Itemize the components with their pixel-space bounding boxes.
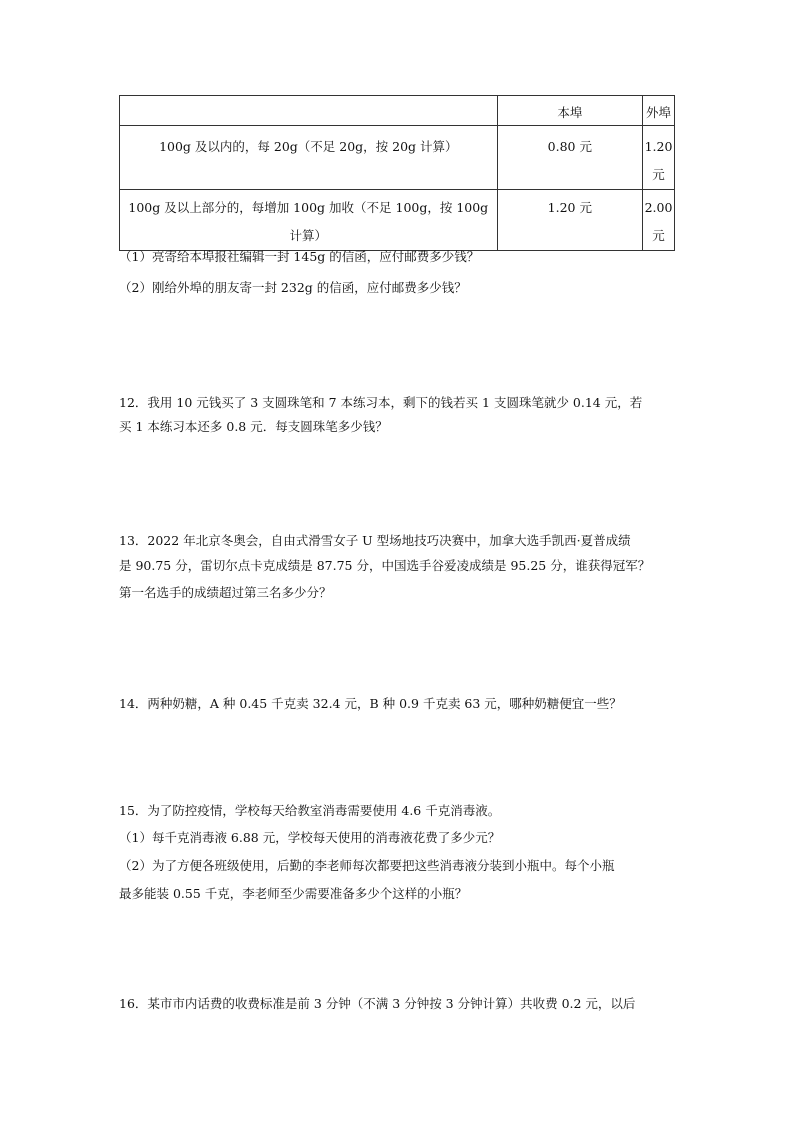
table-header-row <box>120 96 675 126</box>
q13-line-3: 第一名选手的成绩超过第三名多少分？ <box>119 585 332 600</box>
q15-line-1: 15．为了防控疫情，学校每天给教室消毒需要使用 4.6 千克消毒液。 <box>119 803 501 818</box>
row2-description: 100g 及以上部分的，每增加 100g 加收（不足 100g，按 100g 计算） <box>120 190 498 251</box>
q14-line-1: 14．两种奶糖，A 种 0.45 千克卖 32.4 元，B 种 0.9 千克卖 63 元，哪种奶糖便宜一些？ <box>119 696 622 711</box>
q16-line-1: 16．某市市内话费的收费标准是前 3 分钟（不满 3 分钟按 3 分钟计算）共收费 0.2 元，以后 <box>119 996 636 1011</box>
table-row <box>120 190 675 251</box>
q15-line-3: （2）为了方便各班级使用，后勤的李老师每次都要把这些消毒液分装到小瓶中。每个小瓶 <box>119 858 615 873</box>
q15-line-4: 最多能装 0.55 千克，李老师至少需要准备多少个这样的小瓶？ <box>119 886 468 901</box>
postage-rate-table <box>119 95 675 251</box>
q13-line-1: 13．2022 年北京冬奥会，自由式滑雪女子 U 型场地技巧决赛中，加拿大选手凯西·夏普成绩 <box>119 533 631 548</box>
q12-line-2: 买 1 本练习本还多 0.8 元．每支圆珠笔多少钱？ <box>119 419 388 434</box>
q13-line-2: 是 90.75 分，雷切尔点卡克成绩是 87.75 分，中国选手谷爱凌成绩是 95.25 分，谁获得冠军？ <box>119 558 651 573</box>
table-header-local: 本埠 <box>497 96 642 126</box>
q11-subquestion-1: （1）亮寄给本埠报社编辑一封 145g 的信函，应付邮费多少钱？ <box>119 249 480 264</box>
q11-subquestion-2: （2）刚给外埠的朋友寄一封 232g 的信函，应付邮费多少钱？ <box>119 280 467 295</box>
row1-nonlocal-price: 1.20 元 <box>643 126 675 190</box>
row1-description: 100g 及以内的，每 20g（不足 20g，按 20g 计算） <box>120 126 498 190</box>
q15-line-2: （1）每千克消毒液 6.88 元，学校每天使用的消毒液花费了多少元？ <box>119 830 501 845</box>
table-row <box>120 126 675 190</box>
table-header-blank <box>120 96 498 126</box>
row2-nonlocal-price: 2.00 元 <box>643 190 675 251</box>
q12-line-1: 12．我用 10 元钱买了 3 支圆珠笔和 7 本练习本，剩下的钱若买 1 支圆珠笔就少 0.14 元，若 <box>119 395 643 410</box>
row2-local-price: 1.20 元 <box>497 190 642 251</box>
row1-local-price: 0.80 元 <box>497 126 642 190</box>
table-header-nonlocal: 外埠 <box>643 96 675 126</box>
